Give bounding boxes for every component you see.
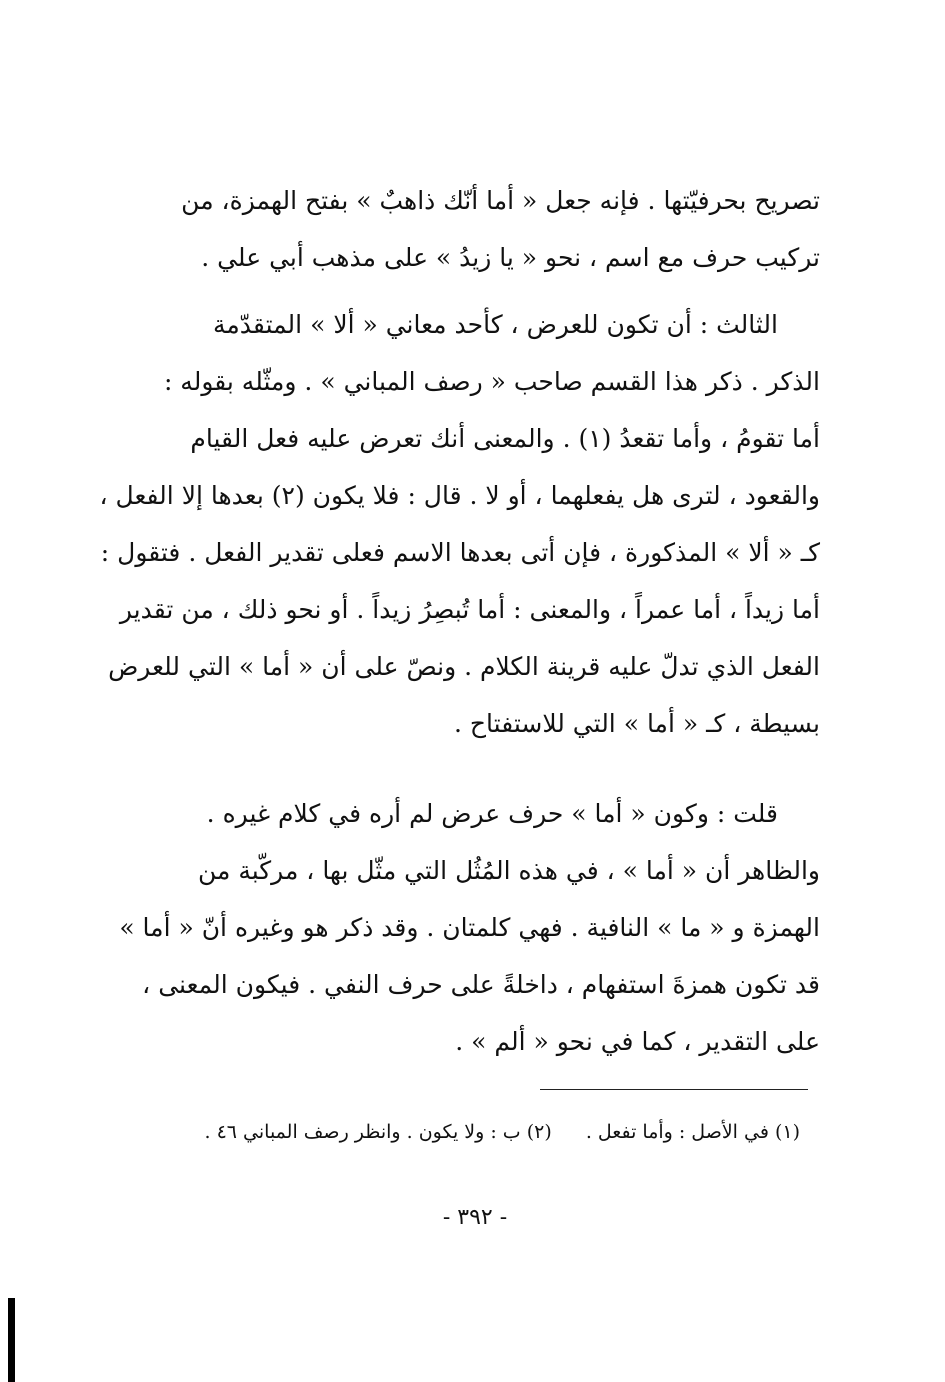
text-line: بسيطة ، كـ « أما » التي للاستفتاح . (454, 709, 820, 738)
text-line: كـ « ألا » المذكورة ، فإن أتى بعدها الاسم فعلى تقدير الفعل . فتقول : (100, 538, 820, 567)
text-line: الهمزة و « ما » النافية . فهي كلمتان . وقد ذكر هو وغيره أنّ « أما » (119, 913, 820, 942)
paragraph-author-comment (120, 785, 820, 1070)
text-line: أما تقومُ ، وأما تقعدُ (١) . والمعنى أنك تعرض عليه فعل القيام (190, 424, 820, 453)
text-line: الثالث : أن تكون للعرض ، كأحد معاني « ألا » المتقدّمة (213, 310, 778, 339)
paragraph-continuation (120, 172, 820, 286)
text-line: قلت : وكون « أما » حرف عرض لم أره في كلام غيره . (206, 799, 778, 828)
footnotes (120, 1112, 800, 1152)
text-line: الذكر . ذكر هذا القسم صاحب « رصف المباني » . ومثّله بقوله : (163, 367, 820, 396)
text-line: الفعل الذي تدلّ عليه قرينة الكلام . ونصّ على أن « أما » التي للعرض (108, 652, 820, 681)
page-number: - ٣٩٢ - (442, 1205, 508, 1230)
text-line: تصريح بحرفيّتها . فإنه جعل « أما أنّك ذاهبٌ » بفتح الهمزة، من (181, 186, 820, 215)
text-line: على التقدير ، كما في نحو « ألم » . (455, 1027, 820, 1056)
paragraph-third-meaning (99, 296, 820, 752)
footnote-2: (٢) ب : ولا يكون . وانظر رصف المباني ٤٦ . (204, 1121, 552, 1143)
text-line: أما زيداً ، أما عمراً ، والمعنى : أما تُبصِرُ زيداً . أو نحو ذلك ، من تقدير (119, 595, 820, 624)
text-line: والقعود ، لترى هل يفعلهما ، أو لا . قال : فلا يكون (٢) بعدها إلا الفعل ، (99, 481, 820, 510)
footnote-divider (540, 1089, 808, 1090)
footnote-1: (١) في الأصل : وأما تفعل . (585, 1121, 800, 1143)
scan-edge-mark (8, 1298, 15, 1382)
text-line: والظاهر أن « أما » ، في هذه المُثُل التي مثّل بها ، مركّبة من (197, 856, 820, 885)
text-line: قد تكون همزةَ استفهام ، داخلةً على حرف النفي . فيكون المعنى ، (142, 970, 820, 999)
text-line: تركيب حرف مع اسم ، نحو « يا زيدُ » على مذهب أبي علي . (201, 243, 820, 272)
